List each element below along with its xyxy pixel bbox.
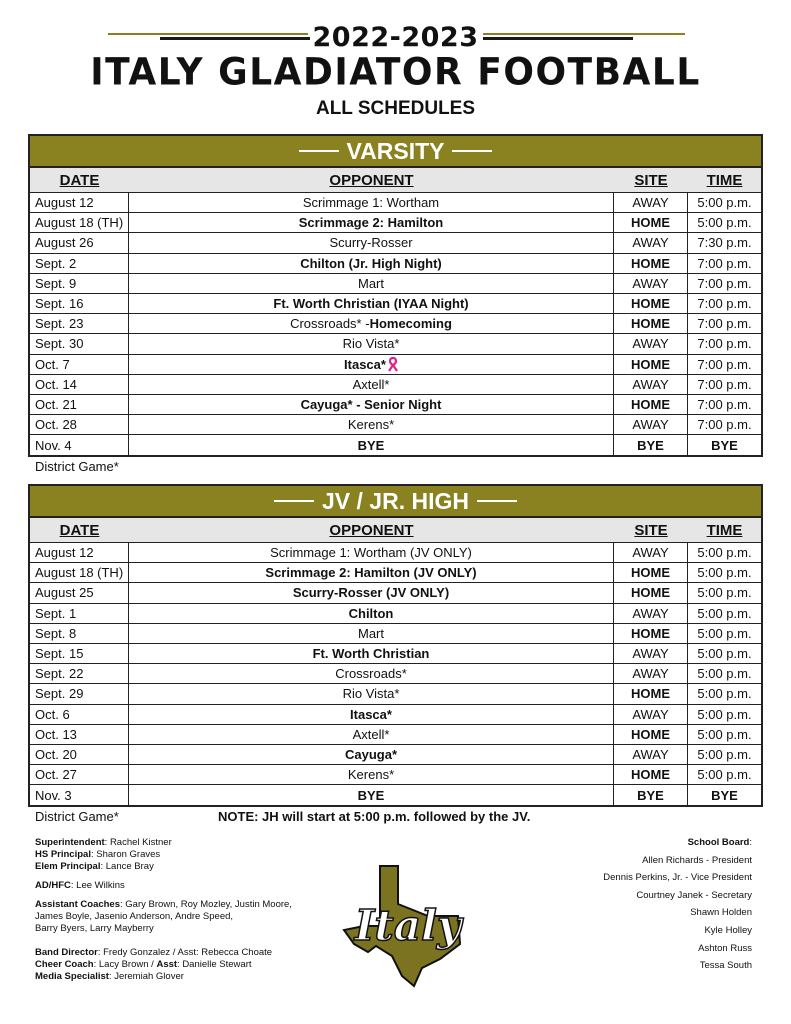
time-cell-text: 5:00 p.m. [697,545,752,561]
date-cell-text: Oct. 27 [35,767,77,783]
time-cell-text: 5:00 p.m. [697,726,752,742]
table-row [30,415,761,435]
time-cell-text: 5:00 p.m. [697,625,752,641]
site-cell-text: AWAY [632,235,669,251]
table-row [30,435,761,455]
opponent-cell-text: Itasca* [344,356,386,372]
italy-texas-logo [340,864,470,989]
table-row [30,543,761,563]
date-cell [30,375,129,394]
time-cell [688,644,761,663]
date-cell-text: Sept. 30 [35,336,84,352]
site-cell [614,334,688,353]
site-cell [614,375,688,394]
table-row [30,604,761,624]
staff-band-director: Band Director: Fredy Gonzalez / Asst: Rebecca Choate [35,947,273,958]
opponent-cell-text: Scrimmage 1: Wortham [302,195,440,211]
time-cell [688,604,761,623]
season-years: 2022-2023 [312,22,479,53]
site-cell [614,355,688,374]
table-row [30,193,761,213]
banner-dash [299,150,339,152]
time-cell [688,765,761,784]
pink-ribbon-icon [388,357,398,372]
date-cell-text: Oct. 28 [35,417,77,433]
table-row [30,705,761,725]
col-site-header: SITE [634,171,668,189]
site-cell-text: HOME [631,396,670,412]
date-cell-text: Sept. 22 [35,666,84,682]
opponent-cell-text: Cayuga* [344,746,398,762]
page-title: ITALY GLADIATOR FOOTBALL [90,50,701,95]
school-board-member: Allen Richards - President [642,854,752,866]
table-row [30,664,761,684]
time-cell [688,395,761,414]
staff-assistant-coaches: Assistant Coaches: Gary Brown, Roy Mozley, Justin Moore, [35,899,292,910]
date-cell [30,543,129,562]
site-cell-text: BYE [637,787,664,803]
jv-schedule-table [28,484,763,807]
date-cell [30,664,129,683]
opponent-cell [129,785,614,805]
date-cell-text: Oct. 6 [35,706,70,722]
school-board-member: Shawn Holden [690,907,752,919]
opponent-cell-text: Axtell* [352,726,390,742]
time-cell [688,563,761,582]
time-cell [688,375,761,394]
opponent-cell [129,684,614,703]
date-cell-text: Nov. 3 [35,787,72,803]
time-cell-text: 5:00 p.m. [697,767,752,783]
site-cell-text: HOME [631,565,670,581]
col-opponent-header: OPPONENT [329,171,414,189]
time-cell [688,314,761,333]
date-cell [30,644,129,663]
table-row [30,294,761,314]
time-cell-text: 7:30 p.m. [697,235,752,251]
time-cell [688,254,761,273]
school-board-label: School Board: [687,837,752,848]
table-row [30,233,761,253]
time-cell-text: 5:00 p.m. [697,195,752,211]
opponent-cell-text: Kerens* [347,767,395,783]
date-cell-text: Sept. 8 [35,625,77,641]
date-cell [30,435,129,455]
opponent-cell [129,294,614,313]
opponent-cell [129,664,614,683]
school-board-member: Ashton Russ [698,942,752,954]
time-cell-text: 7:00 p.m. [697,296,752,312]
page-subtitle: ALL SCHEDULES [315,98,476,119]
staff-media-specialist: Media Specialist: Jeremiah Glover [35,971,184,982]
site-cell-text: AWAY [632,666,669,682]
date-cell [30,294,129,313]
time-cell [688,355,761,374]
time-cell-text: 5:00 p.m. [697,565,752,581]
time-cell-text: 5:00 p.m. [697,666,752,682]
opponent-cell-text: Scurry-Rosser (JV ONLY) [292,585,450,601]
time-cell [688,193,761,212]
varsity-title: VARSITY [346,137,445,164]
table-row [30,334,761,354]
date-cell-text: August 18 (TH) [35,215,124,231]
site-cell-text: HOME [631,296,670,312]
opponent-cell-text: Crossroads* [335,666,407,682]
date-cell-text: Sept. 9 [35,275,77,291]
opponent-cell-text: Mart [358,275,384,291]
opponent-cell-text: Cayuga* - Senior Night [300,396,442,412]
jv-footnote: District Game* [35,809,119,824]
site-cell [614,543,688,562]
date-cell [30,395,129,414]
time-cell [688,664,761,683]
date-cell-text: Oct. 13 [35,726,77,742]
time-cell-text: 5:00 p.m. [697,706,752,722]
site-cell-text: HOME [631,585,670,601]
date-cell [30,274,129,293]
opponent-cell-text: Scrimmage 1: Wortham (JV ONLY) [270,545,472,561]
opponent-cell-text: Kerens* [347,417,395,433]
time-cell [688,785,761,805]
opponent-cell [129,604,614,623]
banner-dash [477,500,517,502]
site-cell [614,583,688,602]
opponent-cell [129,314,614,333]
date-cell [30,213,129,232]
date-cell-text: Oct. 21 [35,396,77,412]
varsity-column-headers [30,168,761,193]
site-cell [614,274,688,293]
table-row [30,624,761,644]
opponent-cell [129,274,614,293]
site-cell-text: HOME [631,625,670,641]
school-board-member: Courtney Janek - Secretary [636,889,752,901]
site-cell-text: AWAY [632,417,669,433]
date-cell-text: August 26 [35,235,94,251]
staff-elem-principal: Elem Principal: Lance Bray [35,861,154,872]
site-cell [614,254,688,273]
table-row [30,684,761,704]
date-cell [30,684,129,703]
opponent-cell-text: Chilton (Jr. High Night) [300,255,442,271]
opponent-cell [129,563,614,582]
site-cell-text: HOME [631,215,670,231]
varsity-rows [30,193,761,455]
date-cell [30,624,129,643]
staff-assistant-coaches-line2: James Boyle, Jasenio Anderson, Andre Speed, [35,911,234,922]
table-row [30,213,761,233]
staff-ad: AD/HFC: Lee Wilkins [35,880,125,891]
opponent-cell [129,375,614,394]
site-cell-text: AWAY [632,706,669,722]
table-row [30,644,761,664]
site-cell-text: AWAY [632,195,669,211]
opponent-cell [129,213,614,232]
table-row [30,254,761,274]
jv-title: JV / JR. HIGH [322,487,469,514]
time-cell-text: 7:00 p.m. [697,376,752,392]
jv-column-headers [30,518,761,543]
time-cell-text: 7:00 p.m. [697,356,752,372]
jv-start-note: NOTE: JH will start at 5:00 p.m. followed by the JV. [218,809,531,824]
date-cell [30,254,129,273]
varsity-schedule-table [28,134,763,457]
opponent-cell [129,583,614,602]
table-row [30,274,761,294]
date-cell-text: Nov. 4 [35,437,72,453]
site-cell-text: HOME [631,316,670,332]
date-cell [30,233,129,252]
opponent-cell [129,644,614,663]
staff-hs-principal: HS Principal: Sharon Graves [35,849,161,860]
opponent-cell-text: Scurry-Rosser [329,235,413,251]
site-cell-text: AWAY [632,376,669,392]
date-cell [30,415,129,434]
date-cell-text: Sept. 23 [35,316,84,332]
date-cell [30,725,129,744]
time-cell [688,725,761,744]
date-cell-text: Sept. 29 [35,686,84,702]
table-row [30,375,761,395]
opponent-cell-text: Crossroads* - [290,316,370,332]
school-board [603,834,752,975]
time-cell [688,213,761,232]
varsity-footnote: District Game* [35,459,119,474]
site-cell [614,435,688,455]
logo-script-text: Italy [354,901,462,950]
jv-rows [30,543,761,805]
site-cell-text: AWAY [632,605,669,621]
opponent-cell [129,254,614,273]
time-cell [688,583,761,602]
date-cell [30,193,129,212]
time-cell-text: 7:00 p.m. [697,396,752,412]
site-cell [614,644,688,663]
col-time-header: TIME [706,171,743,189]
time-cell-text: 5:00 p.m. [697,585,752,601]
site-cell-text: AWAY [632,746,669,762]
col-opponent-header: OPPONENT [329,521,414,539]
site-cell [614,294,688,313]
site-cell-text: AWAY [632,275,669,291]
site-cell [614,314,688,333]
col-date-header: DATE [59,171,100,189]
site-cell [614,233,688,252]
opponent-cell [129,395,614,414]
site-cell-text: HOME [631,255,670,271]
date-cell-text: August 12 [35,195,94,211]
date-cell-text: Oct. 14 [35,376,77,392]
varsity-banner [30,136,761,168]
time-cell [688,543,761,562]
banner-dash [452,150,492,152]
site-cell [614,624,688,643]
time-cell-text: 5:00 p.m. [697,646,752,662]
time-cell [688,334,761,353]
site-cell [614,664,688,683]
opponent-cell-text: Mart [358,625,384,641]
site-cell-text: AWAY [632,336,669,352]
site-cell-text: HOME [631,686,670,702]
date-cell [30,604,129,623]
opponent-cell [129,415,614,434]
date-cell-text: August 12 [35,545,94,561]
site-cell [614,563,688,582]
school-board-member: Kyle Holley [704,924,752,936]
table-row [30,355,761,375]
date-cell [30,745,129,764]
date-cell [30,785,129,805]
school-board-members [603,852,752,975]
opponent-cell-text: Scrimmage 2: Hamilton [298,215,444,231]
table-row [30,745,761,765]
opponent-cell-text: Ft. Worth Christian (IYAA Night) [273,296,469,312]
opponent-cell [129,193,614,212]
opponent-cell [129,624,614,643]
col-date-header: DATE [59,521,100,539]
table-row [30,314,761,334]
site-cell [614,765,688,784]
time-cell [688,684,761,703]
date-cell-text: Sept. 2 [35,255,77,271]
site-cell-text: AWAY [632,646,669,662]
site-cell [614,193,688,212]
opponent-cell-text: Rio Vista* [342,336,400,352]
site-cell [614,745,688,764]
table-row [30,395,761,415]
date-cell [30,705,129,724]
time-cell-text: 7:00 p.m. [697,316,752,332]
jv-banner [30,486,761,518]
time-cell-text: 5:00 p.m. [697,605,752,621]
site-cell [614,395,688,414]
time-cell [688,705,761,724]
time-cell-text: 7:00 p.m. [697,255,752,271]
opponent-cell-text: Axtell* [352,376,390,392]
date-cell-text: Sept. 15 [35,646,84,662]
time-cell-text: 7:00 p.m. [697,417,752,433]
table-row [30,765,761,785]
site-cell-text: HOME [631,726,670,742]
site-cell-text: AWAY [632,545,669,561]
date-cell-text: August 18 (TH) [35,565,124,581]
time-cell-text: 7:00 p.m. [697,275,752,291]
banner-dash [274,500,314,502]
opponent-cell [129,355,614,374]
opponent-cell-text: Rio Vista* [342,686,400,702]
col-time-header: TIME [706,521,743,539]
time-cell [688,624,761,643]
opponent-cell-text: BYE [357,437,385,453]
date-cell-text: August 25 [35,585,94,601]
date-cell [30,334,129,353]
time-cell-text: 5:00 p.m. [697,686,752,702]
staff-superintendent: Superintendent: Rachel Kistner [35,837,172,848]
opponent-cell-text: Chilton [348,605,394,621]
date-cell [30,583,129,602]
opponent-cell [129,765,614,784]
site-cell [614,684,688,703]
opponent-cell [129,745,614,764]
date-cell [30,314,129,333]
time-cell-text: BYE [711,437,738,453]
site-cell [614,213,688,232]
time-cell-text: BYE [711,787,738,803]
time-cell [688,415,761,434]
table-row [30,563,761,583]
opponent-cell [129,233,614,252]
date-cell [30,765,129,784]
time-cell-text: 5:00 p.m. [697,215,752,231]
date-cell [30,355,129,374]
opponent-cell [129,543,614,562]
opponent-cell [129,435,614,455]
date-cell [30,563,129,582]
time-cell [688,435,761,455]
school-board-member: Tessa South [699,960,752,972]
site-cell [614,415,688,434]
opponent-cell-text: Ft. Worth Christian [312,646,430,662]
staff-cheer-coach: Cheer Coach: Lacy Brown / Asst: Danielle Stewart [35,959,252,970]
date-cell-text: Sept. 16 [35,296,84,312]
table-row [30,583,761,603]
table-row [30,725,761,745]
time-cell-text: 7:00 p.m. [697,336,752,352]
site-cell-text: HOME [631,767,670,783]
opponent-extra-text: Homecoming [369,316,452,332]
site-cell [614,785,688,805]
col-site-header: SITE [634,521,668,539]
time-cell [688,294,761,313]
opponent-cell [129,705,614,724]
site-cell-text: BYE [637,437,664,453]
table-row [30,785,761,805]
date-cell-text: Sept. 1 [35,605,77,621]
time-cell [688,274,761,293]
site-cell-text: HOME [631,356,670,372]
staff-assistant-coaches-line3: Barry Byers, Larry Mayberry [35,923,154,934]
time-cell [688,745,761,764]
site-cell [614,725,688,744]
opponent-cell [129,334,614,353]
site-cell [614,604,688,623]
opponent-cell-text: BYE [357,787,385,803]
date-cell-text: Oct. 7 [35,356,70,372]
time-cell-text: 5:00 p.m. [697,746,752,762]
site-cell [614,705,688,724]
opponent-cell-text: Itasca* [350,706,392,722]
staff-list [35,837,292,983]
date-cell-text: Oct. 20 [35,746,77,762]
school-board-member: Dennis Perkins, Jr. - Vice President [603,872,752,884]
opponent-cell-text: Scrimmage 2: Hamilton (JV ONLY) [265,565,477,581]
opponent-cell [129,725,614,744]
time-cell [688,233,761,252]
